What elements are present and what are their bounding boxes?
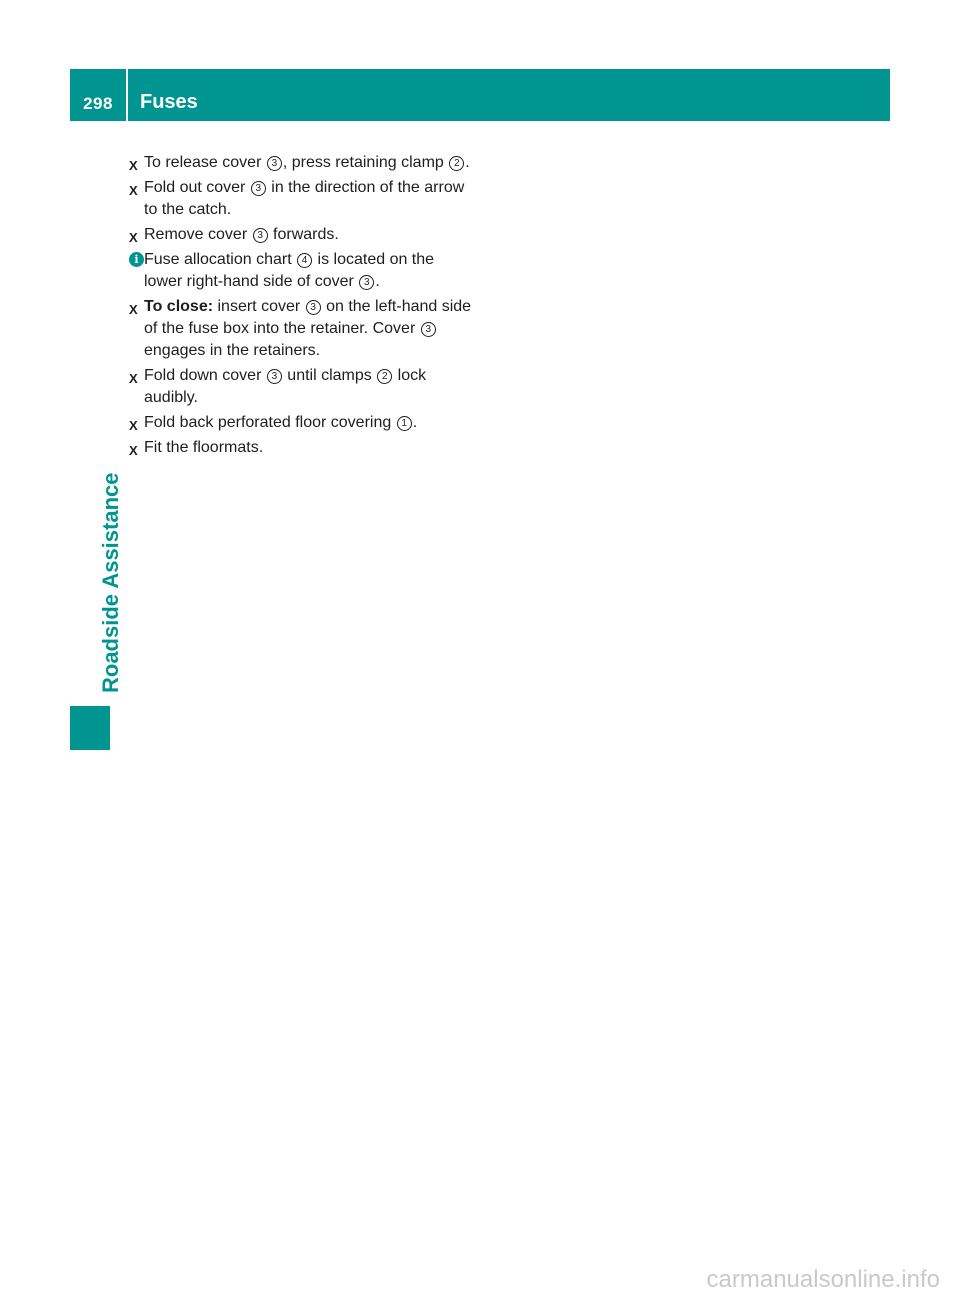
- step-remove-cover: [129, 224, 474, 246]
- callout-number-icon: 3: [267, 369, 282, 384]
- callout-number-icon: 3: [253, 228, 268, 243]
- note-text: Fuse allocation chart: [144, 251, 297, 268]
- step-fold-down-cover: [129, 365, 474, 409]
- step-text: Remove cover: [144, 226, 252, 243]
- step-text: in the direction of the arrow to the catch.: [144, 179, 465, 218]
- step-text: Fold out cover: [144, 179, 250, 196]
- step-text: engages in the retainers.: [144, 342, 321, 359]
- step-text: .: [412, 414, 418, 431]
- step-bullet-icon: X: [129, 230, 138, 245]
- step-text: To release cover: [144, 154, 266, 171]
- header-divider: [126, 69, 128, 121]
- step-text: on the left-hand side of the fuse box into the retainer. Cover: [144, 298, 472, 337]
- step-fit-floormats: [129, 437, 474, 459]
- step-text: , press retaining clamp: [282, 154, 449, 171]
- callout-number-icon: 3: [267, 156, 282, 171]
- side-tab-label: Roadside Assistance: [98, 472, 123, 693]
- step-bullet-icon: X: [129, 443, 138, 458]
- instructions: [129, 152, 474, 462]
- callout-number-icon: 3: [251, 181, 266, 196]
- step-text: .: [465, 154, 470, 171]
- step-text: lock audibly.: [144, 367, 427, 406]
- note-text: is located on the lower right-hand side of cover: [144, 251, 435, 290]
- step-text: until clamps: [282, 367, 377, 384]
- step-text: forwards.: [268, 226, 339, 243]
- step-bullet-icon: X: [129, 418, 138, 433]
- step-release-cover: [129, 152, 474, 174]
- page-header: [70, 69, 890, 121]
- step-to-close: [129, 296, 474, 362]
- step-bullet-icon: X: [129, 371, 138, 386]
- step-bullet-icon: X: [129, 183, 138, 198]
- callout-number-icon: 4: [297, 253, 312, 268]
- step-bullet-icon: X: [129, 302, 138, 317]
- callout-number-icon: 2: [449, 156, 464, 171]
- step-heading: To close:: [144, 298, 214, 315]
- step-text: Fold back perforated floor covering: [144, 414, 396, 431]
- step-text: insert cover: [213, 298, 305, 315]
- callout-number-icon: 2: [377, 369, 392, 384]
- step-fold-back-floor-covering: [129, 412, 474, 434]
- info-note: [129, 249, 474, 293]
- step-bullet-icon: X: [129, 158, 138, 173]
- callout-number-icon: 3: [421, 322, 436, 337]
- step-text: Fit the floormats.: [144, 439, 264, 456]
- info-icon: i: [129, 252, 144, 267]
- callout-number-icon: 3: [306, 300, 321, 315]
- note-text: .: [375, 273, 380, 290]
- callout-number-icon: 1: [397, 416, 412, 431]
- section-title: Fuses: [140, 91, 198, 113]
- page-number: 298: [83, 94, 113, 113]
- step-text: Fold down cover: [144, 367, 266, 384]
- callout-number-icon: 3: [359, 275, 374, 290]
- watermark: carmanualsonline.info: [706, 1266, 940, 1293]
- side-tab-block: [70, 706, 110, 750]
- step-fold-out-cover: [129, 177, 474, 221]
